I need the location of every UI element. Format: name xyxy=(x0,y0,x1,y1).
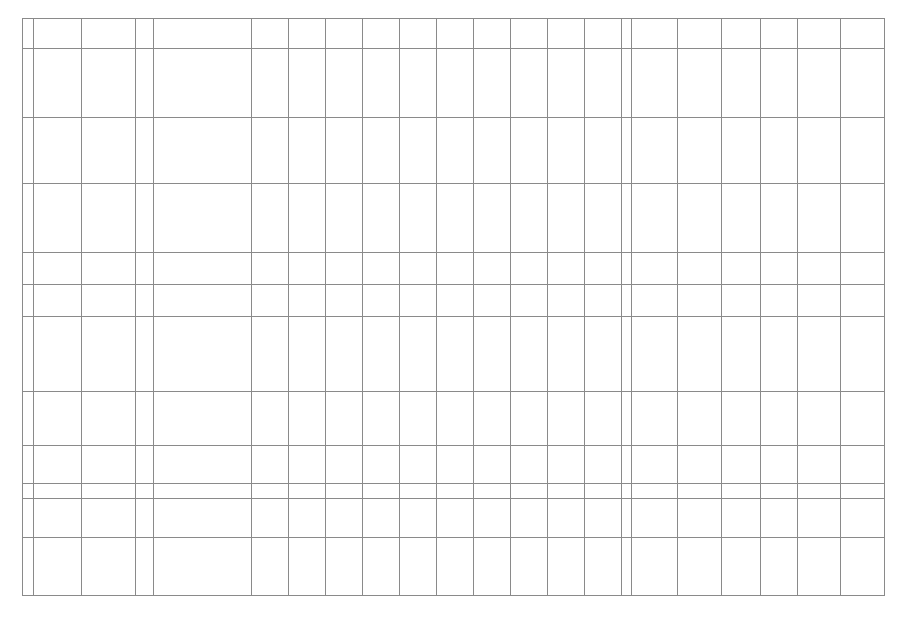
table-cell xyxy=(251,392,288,446)
table-cell xyxy=(510,392,547,446)
table-cell xyxy=(547,537,584,595)
table-cell xyxy=(81,252,135,284)
table-cell xyxy=(632,445,678,484)
table-cell xyxy=(288,117,325,183)
table-cell xyxy=(632,252,678,284)
table-cell xyxy=(547,484,584,499)
table-cell xyxy=(325,392,362,446)
table-cell xyxy=(547,317,584,392)
table-cell xyxy=(136,537,153,595)
table-cell xyxy=(547,445,584,484)
table-cell xyxy=(362,317,399,392)
table-row xyxy=(23,445,885,484)
table-cell xyxy=(251,117,288,183)
table-cell xyxy=(760,484,797,499)
table-cell xyxy=(841,49,885,118)
table-cell xyxy=(288,445,325,484)
table-cell xyxy=(33,252,81,284)
table-cell xyxy=(841,537,885,595)
table-cell xyxy=(621,184,632,253)
table-cell xyxy=(136,284,153,316)
table-cell xyxy=(153,49,251,118)
table-cell xyxy=(547,117,584,183)
table-cell xyxy=(81,445,135,484)
table-cell xyxy=(136,49,153,118)
table-cell xyxy=(325,284,362,316)
table-cell xyxy=(251,184,288,253)
table-cell xyxy=(251,445,288,484)
table-cell xyxy=(153,117,251,183)
table-cell xyxy=(473,284,510,316)
table-cell xyxy=(721,317,760,392)
table-cell xyxy=(760,184,797,253)
table-cell xyxy=(841,184,885,253)
table-cell xyxy=(33,445,81,484)
table-cell xyxy=(23,184,34,253)
table-cell xyxy=(136,484,153,499)
table-cell xyxy=(797,49,841,118)
table-cell xyxy=(547,284,584,316)
table-cell xyxy=(436,317,473,392)
table-cell xyxy=(621,284,632,316)
table-cell xyxy=(362,537,399,595)
table-cell xyxy=(81,317,135,392)
table-cell xyxy=(436,392,473,446)
table-cell xyxy=(678,284,722,316)
table-cell xyxy=(621,445,632,484)
table-cell xyxy=(721,484,760,499)
table-cell xyxy=(436,252,473,284)
table-cell xyxy=(510,19,547,49)
table-cell xyxy=(81,117,135,183)
table-cell xyxy=(797,317,841,392)
table-cell xyxy=(288,284,325,316)
table-cell xyxy=(436,117,473,183)
table-cell xyxy=(841,445,885,484)
table-cell xyxy=(325,484,362,499)
table-cell xyxy=(473,392,510,446)
table-cell xyxy=(678,484,722,499)
table-cell xyxy=(547,499,584,538)
table-cell xyxy=(584,537,621,595)
table-cell xyxy=(678,392,722,446)
table-cell xyxy=(841,19,885,49)
table-cell xyxy=(136,317,153,392)
table-cell xyxy=(632,484,678,499)
table-cell xyxy=(678,317,722,392)
table-cell xyxy=(584,484,621,499)
table-cell xyxy=(23,252,34,284)
table-cell xyxy=(632,499,678,538)
table-cell xyxy=(153,537,251,595)
table-row xyxy=(23,49,885,118)
table-cell xyxy=(797,284,841,316)
table-cell xyxy=(760,19,797,49)
table-cell xyxy=(362,445,399,484)
table-cell xyxy=(153,499,251,538)
table-cell xyxy=(473,484,510,499)
table-cell xyxy=(399,317,436,392)
table-cell xyxy=(362,117,399,183)
table-cell xyxy=(584,284,621,316)
table-cell xyxy=(473,445,510,484)
table-cell xyxy=(797,117,841,183)
table-cell xyxy=(153,184,251,253)
table-cell xyxy=(721,392,760,446)
table-cell xyxy=(288,252,325,284)
table-cell xyxy=(153,284,251,316)
table-cell xyxy=(584,184,621,253)
table-row xyxy=(23,317,885,392)
table-cell xyxy=(153,252,251,284)
table-cell xyxy=(473,117,510,183)
table-cell xyxy=(721,184,760,253)
table-cell xyxy=(153,19,251,49)
table-cell xyxy=(760,499,797,538)
table-cell xyxy=(399,252,436,284)
table-cell xyxy=(251,49,288,118)
table-cell xyxy=(81,49,135,118)
table-cell xyxy=(678,184,722,253)
table-cell xyxy=(510,537,547,595)
table-cell xyxy=(251,484,288,499)
table-cell xyxy=(153,445,251,484)
table-cell xyxy=(632,284,678,316)
table-cell xyxy=(621,252,632,284)
table-cell xyxy=(399,484,436,499)
table-cell xyxy=(288,499,325,538)
table-cell xyxy=(136,19,153,49)
table-cell xyxy=(81,184,135,253)
table-cell xyxy=(632,317,678,392)
table-cell xyxy=(33,537,81,595)
table-cell xyxy=(473,184,510,253)
table-cell xyxy=(362,284,399,316)
table-cell xyxy=(632,49,678,118)
table-cell xyxy=(841,317,885,392)
table-cell xyxy=(362,19,399,49)
table-cell xyxy=(251,499,288,538)
table-cell xyxy=(621,19,632,49)
table-cell xyxy=(797,499,841,538)
table-cell xyxy=(547,252,584,284)
table-cell xyxy=(473,499,510,538)
table-cell xyxy=(288,317,325,392)
table-row xyxy=(23,537,885,595)
table-cell xyxy=(547,49,584,118)
table-cell xyxy=(288,537,325,595)
table-cell xyxy=(81,484,135,499)
table-cell xyxy=(288,19,325,49)
table-cell xyxy=(584,392,621,446)
table-cell xyxy=(632,184,678,253)
table-cell xyxy=(436,184,473,253)
table-cell xyxy=(362,484,399,499)
table-cell xyxy=(251,19,288,49)
table-cell xyxy=(136,445,153,484)
table-cell xyxy=(153,484,251,499)
table-cell xyxy=(621,49,632,118)
table-cell xyxy=(325,537,362,595)
table-cell xyxy=(136,184,153,253)
table-cell xyxy=(584,117,621,183)
table-cell xyxy=(721,499,760,538)
table-cell xyxy=(23,484,34,499)
table-cell xyxy=(584,499,621,538)
table-row xyxy=(23,284,885,316)
table-cell xyxy=(33,19,81,49)
table-cell xyxy=(325,317,362,392)
table-cell xyxy=(33,284,81,316)
table-cell xyxy=(473,537,510,595)
table-cell xyxy=(841,284,885,316)
table-cell xyxy=(678,445,722,484)
table-cell xyxy=(436,284,473,316)
table-cell xyxy=(584,252,621,284)
table-cell xyxy=(325,499,362,538)
table-cell xyxy=(584,445,621,484)
table-cell xyxy=(621,537,632,595)
table-cell xyxy=(473,317,510,392)
table-cell xyxy=(721,445,760,484)
table-cell xyxy=(678,252,722,284)
table-cell xyxy=(81,19,135,49)
table-cell xyxy=(23,284,34,316)
table-cell xyxy=(632,392,678,446)
table-cell xyxy=(81,537,135,595)
table-cell xyxy=(760,49,797,118)
table-cell xyxy=(584,49,621,118)
table-cell xyxy=(399,284,436,316)
table-cell xyxy=(797,184,841,253)
table-cell xyxy=(510,252,547,284)
table-cell xyxy=(797,445,841,484)
table-cell xyxy=(136,252,153,284)
table-cell xyxy=(760,537,797,595)
table-cell xyxy=(362,49,399,118)
table-cell xyxy=(325,117,362,183)
table-cell xyxy=(797,19,841,49)
table-cell xyxy=(399,184,436,253)
table-cell xyxy=(721,19,760,49)
table-cell xyxy=(325,184,362,253)
table-row xyxy=(23,499,885,538)
table-cell xyxy=(721,117,760,183)
table-cell xyxy=(23,117,34,183)
table-cell xyxy=(33,49,81,118)
table-cell xyxy=(399,117,436,183)
table-cell xyxy=(153,317,251,392)
table-cell xyxy=(510,445,547,484)
table-cell xyxy=(797,392,841,446)
table-row xyxy=(23,184,885,253)
table-cell xyxy=(632,19,678,49)
table-cell xyxy=(621,484,632,499)
table-cell xyxy=(399,537,436,595)
table-cell xyxy=(760,284,797,316)
table-cell xyxy=(33,499,81,538)
table-cell xyxy=(23,392,34,446)
table-cell xyxy=(678,537,722,595)
table-cell xyxy=(436,499,473,538)
table-cell xyxy=(23,19,34,49)
table-cell xyxy=(721,252,760,284)
table-cell xyxy=(721,537,760,595)
table-row xyxy=(23,252,885,284)
table-cell xyxy=(547,184,584,253)
table-cell xyxy=(621,317,632,392)
table-row xyxy=(23,484,885,499)
table-cell xyxy=(797,537,841,595)
table-cell xyxy=(510,317,547,392)
table-cell xyxy=(510,499,547,538)
table-cell xyxy=(584,317,621,392)
table-cell xyxy=(399,499,436,538)
table-cell xyxy=(33,317,81,392)
table-cell xyxy=(760,317,797,392)
table-cell xyxy=(288,49,325,118)
table-cell xyxy=(436,484,473,499)
table-cell xyxy=(678,499,722,538)
table-cell xyxy=(153,392,251,446)
table-cell xyxy=(510,49,547,118)
table-cell xyxy=(436,19,473,49)
table-cell xyxy=(473,19,510,49)
table-cell xyxy=(251,317,288,392)
table-cell xyxy=(678,49,722,118)
table-cell xyxy=(621,499,632,538)
table-cell xyxy=(362,252,399,284)
table-cell xyxy=(23,537,34,595)
table-cell xyxy=(547,392,584,446)
table-cell xyxy=(473,252,510,284)
table-cell xyxy=(136,499,153,538)
table-cell xyxy=(760,392,797,446)
table-cell xyxy=(473,49,510,118)
table-cell xyxy=(632,537,678,595)
table-cell xyxy=(33,392,81,446)
table-cell xyxy=(797,484,841,499)
table-cell xyxy=(325,445,362,484)
table-cell xyxy=(33,117,81,183)
table-cell xyxy=(136,117,153,183)
table-cell xyxy=(325,49,362,118)
table-cell xyxy=(81,392,135,446)
table-cell xyxy=(251,252,288,284)
table-cell xyxy=(760,445,797,484)
table-cell xyxy=(632,117,678,183)
table-cell xyxy=(362,392,399,446)
table-cell xyxy=(81,499,135,538)
table-row xyxy=(23,117,885,183)
table-cell xyxy=(251,284,288,316)
table-row xyxy=(23,19,885,49)
table-cell xyxy=(288,392,325,446)
table-cell xyxy=(325,252,362,284)
table-cell xyxy=(436,49,473,118)
table-cell xyxy=(399,445,436,484)
table-cell xyxy=(251,537,288,595)
table-cell xyxy=(136,392,153,446)
table-cell xyxy=(399,49,436,118)
table-cell xyxy=(621,392,632,446)
table-cell xyxy=(841,499,885,538)
table-cell xyxy=(721,49,760,118)
table-cell xyxy=(760,117,797,183)
table-cell xyxy=(841,392,885,446)
table-cell xyxy=(841,117,885,183)
table-cell xyxy=(436,445,473,484)
table-cell xyxy=(841,484,885,499)
table-cell xyxy=(547,19,584,49)
table-cell xyxy=(510,184,547,253)
table-cell xyxy=(288,184,325,253)
table-cell xyxy=(510,484,547,499)
table-cell xyxy=(678,19,722,49)
table-cell xyxy=(436,537,473,595)
table-cell xyxy=(678,117,722,183)
table-cell xyxy=(841,252,885,284)
table-cell xyxy=(399,392,436,446)
table-cell xyxy=(23,499,34,538)
table-cell xyxy=(621,117,632,183)
table-cell xyxy=(23,49,34,118)
table-cell xyxy=(23,445,34,484)
table-cell xyxy=(81,284,135,316)
table-cell xyxy=(510,284,547,316)
table-cell xyxy=(399,19,436,49)
table-cell xyxy=(288,484,325,499)
table-cell xyxy=(797,252,841,284)
table-cell xyxy=(721,284,760,316)
table-cell xyxy=(510,117,547,183)
table-cell xyxy=(584,19,621,49)
registry-table xyxy=(22,18,885,596)
table-cell xyxy=(362,184,399,253)
table-cell xyxy=(362,499,399,538)
table-cell xyxy=(23,317,34,392)
table-row xyxy=(23,392,885,446)
table-cell xyxy=(33,484,81,499)
table-cell xyxy=(325,19,362,49)
table-cell xyxy=(760,252,797,284)
table-cell xyxy=(33,184,81,253)
